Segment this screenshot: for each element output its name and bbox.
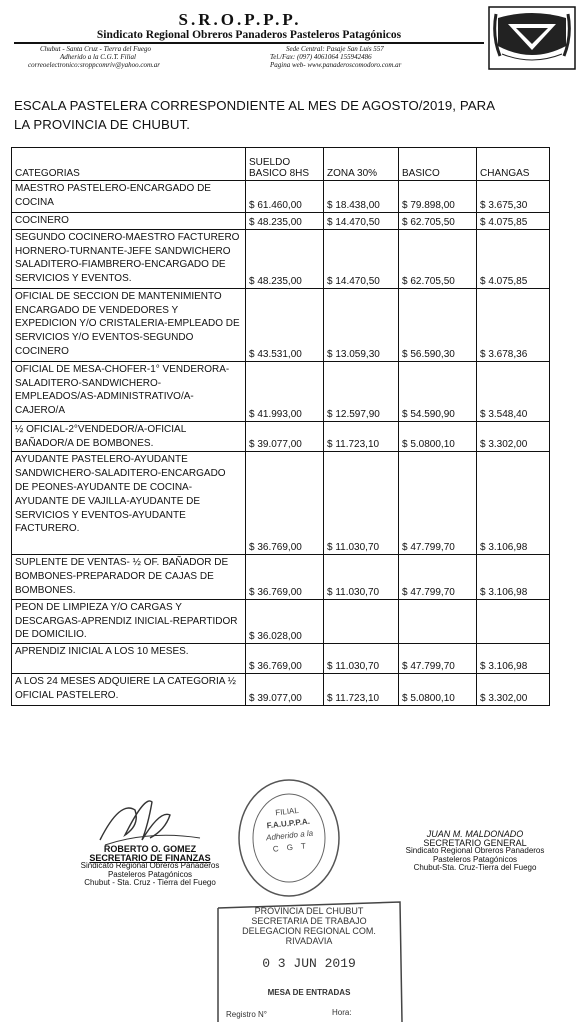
letterhead-left-line-1: Chubut - Santa Cruz - Tierra del Fuego — [40, 45, 152, 53]
stamp-hora-label: Hora: — [332, 1008, 352, 1017]
signature-left-icon — [90, 790, 210, 850]
table-row — [12, 555, 550, 599]
row-sueldo: $ 41.993,00 — [246, 361, 324, 421]
reception-stamp — [214, 898, 404, 1024]
stamp-line-2: SECRETARIA DE TRABAJO — [251, 916, 367, 926]
row-basico: $ 5.0800,10 — [399, 421, 477, 452]
row-changas: $ 4.075,85 — [477, 213, 550, 230]
row-changas: $ 3.678,36 — [477, 288, 550, 361]
row-basico: $ 47.799,70 — [399, 452, 477, 555]
table-row — [12, 599, 550, 643]
stamp-registro-label: Registro N° — [226, 1010, 267, 1019]
stamp-desk: MESA DE ENTRADAS — [267, 988, 351, 997]
table-row — [12, 213, 550, 230]
row-zona: $ 11.030,70 — [324, 644, 399, 674]
row-zona: $ 14.470,50 — [324, 213, 399, 230]
signer-left-org-3: Chubut - Sta. Cruz - Tierra del Fuego — [84, 878, 216, 887]
row-basico: $ 62.705,50 — [399, 213, 477, 230]
row-changas — [477, 599, 550, 643]
row-changas: $ 3.106,98 — [477, 555, 550, 599]
letterhead-left-line-2: Adherido a la C.G.T. Filial — [60, 53, 136, 61]
seal-line-1: FILIAL — [274, 805, 300, 818]
signer-right-org-2: Pasteleros Patagónicos — [432, 854, 518, 864]
row-basico: $ 62.705,50 — [399, 229, 477, 288]
letterhead-right-line-1: Sede Central: Pasaje San Luis 557 — [286, 45, 384, 53]
signer-left-org-1: Sindicato Regional Obreros Panaderos — [80, 861, 220, 870]
document-heading — [14, 96, 574, 134]
stamp-date: 0 3 JUN 2019 — [262, 956, 356, 971]
signer-right-org-3: Chubut-Sta. Cruz-Tierra del Fuego — [413, 863, 537, 872]
table-header-row — [12, 148, 550, 181]
row-changas: $ 3.302,00 — [477, 674, 550, 706]
header-categorias: CATEGORIAS — [12, 148, 246, 181]
signer-left-name: ROBERTO O. GOMEZ — [103, 844, 197, 854]
row-basico: $ 5.0800,10 — [399, 674, 477, 706]
row-basico: $ 56.590,30 — [399, 288, 477, 361]
stamp-line-1: PROVINCIA DEL CHUBUT — [254, 906, 364, 916]
signer-left-org-2: Pasteleros Patagónicos — [107, 869, 193, 879]
row-changas: $ 3.302,00 — [477, 421, 550, 452]
row-categoria: APRENDIZ INICIAL A LOS 10 MESES. — [12, 644, 246, 674]
row-changas: $ 3.675,30 — [477, 181, 550, 213]
letterhead-right-line-3: Pagina web- www.panaderoscomodoro.com.ar — [270, 61, 402, 69]
row-zona: $ 11.030,70 — [324, 452, 399, 555]
row-changas: $ 3.106,98 — [477, 644, 550, 674]
table-row — [12, 674, 550, 706]
row-sueldo: $ 48.235,00 — [246, 213, 324, 230]
table-row — [12, 452, 550, 555]
row-categoria: SUPLENTE DE VENTAS- ½ OF. BAÑADOR DE BOMBONES-PREPARADOR DE CAJAS DE BOMBONES. — [12, 555, 246, 599]
heading-line-2: LA PROVINCIA DE CHUBUT. — [14, 117, 190, 132]
header-sueldo: SUELDO BASICO 8HS — [246, 148, 324, 181]
row-categoria: OFICIAL DE MESA-CHOFER-1° VENDERORA-SALADITERO-SANDWICHERO-EMPLEADOS/AS-ADMINISTRATIVO/A-CAJERO/A — [12, 361, 246, 421]
row-sueldo: $ 39.077,00 — [246, 421, 324, 452]
row-categoria: COCINERO — [12, 213, 246, 230]
table-row — [12, 229, 550, 288]
row-categoria: PEON DE LIMPIEZA Y/O CARGAS Y DESCARGAS-APRENDIZ INICIAL-REPARTIDOR DE DOMICILIO. — [12, 599, 246, 643]
row-categoria: SEGUNDO COCINERO-MAESTRO FACTURERO HORNERO-TURNANTE-JEFE SANDWICHERO SALADITERO-FIAMBRERO-ENCARGADO DE SERVICIOS Y EVENTOS. — [12, 229, 246, 288]
org-name: Sindicato Regional Obreros Panaderos Pasteleros Patagónicos — [14, 29, 484, 44]
row-sueldo: $ 61.460,00 — [246, 181, 324, 213]
row-basico: $ 47.799,70 — [399, 555, 477, 599]
letterhead-left-line-3: correoelectronico:sroppcomriv@yahoo.com.ar — [28, 61, 161, 69]
signer-right-role: SECRETARIO GENERAL — [423, 837, 527, 848]
seal-line-3: Adherido a la — [265, 828, 314, 843]
table-row — [12, 288, 550, 361]
signer-right-name: JUAN M. MALDONADO — [426, 829, 524, 839]
row-categoria: AYUDANTE PASTELERO-AYUDANTE SANDWICHERO-SALADITERO-ENCARGADO DE PEONES-AYUDANTE DE COCINA-AYUDANTE DE VAJILLA-AYUDANTE DE SERVICIOS Y EVENTOS-AYUDANTE FACTURERO. — [12, 452, 246, 555]
row-sueldo: $ 39.077,00 — [246, 674, 324, 706]
row-sueldo: $ 36.028,00 — [246, 599, 324, 643]
row-zona: $ 12.597,90 — [324, 361, 399, 421]
row-categoria: ½ OFICIAL-2°VENDEDOR/A-OFICIAL BAÑADOR/A DE BOMBONES. — [12, 421, 246, 452]
seal-line-2: F.A.U.P.P.A. — [266, 816, 311, 831]
row-zona: $ 18.438,00 — [324, 181, 399, 213]
union-logo-icon — [488, 6, 576, 70]
row-categoria: A LOS 24 MESES ADQUIERE LA CATEGORIA ½ OFICIAL PASTELERO. — [12, 674, 246, 706]
row-basico — [399, 599, 477, 643]
row-zona: $ 11.723,10 — [324, 421, 399, 452]
header-basico: BASICO — [399, 148, 477, 181]
row-sueldo: $ 36.769,00 — [246, 555, 324, 599]
signer-right-org-1: Sindicato Regional Obreros Panaderos — [405, 846, 545, 855]
signer-left-role: SECRETARIO DE FINANZAS — [89, 852, 211, 863]
signature-right-block — [395, 830, 555, 873]
table-row — [12, 644, 550, 674]
row-changas: $ 4.075,85 — [477, 229, 550, 288]
row-zona: $ 13.059,30 — [324, 288, 399, 361]
row-basico: $ 47.799,70 — [399, 644, 477, 674]
row-changas: $ 3.548,40 — [477, 361, 550, 421]
row-sueldo: $ 36.769,00 — [246, 644, 324, 674]
heading-line-1: ESCALA PASTELERA CORRESPONDIENTE AL MES DE AGOSTO/2019, PARA — [14, 98, 496, 113]
stamp-line-3: DELEGACION REGIONAL COM. RIVADAVIA — [242, 926, 376, 946]
filial-seal — [236, 776, 342, 900]
letterhead-right-line-2: Tel./Fax: (097) 4061064 155942486 — [270, 53, 372, 61]
row-basico: $ 54.590,90 — [399, 361, 477, 421]
header-changas: CHANGAS — [477, 148, 550, 181]
row-categoria: OFICIAL DE SECCION DE MANTENIMIENTO ENCARGADO DE VENDEDORES Y EXPEDICION Y/O CRISTALERIA-EMPLEADO DE SERVICIOS Y/O EVENTOS-SEGUNDO COCINERO — [12, 288, 246, 361]
table-row — [12, 181, 550, 213]
row-zona: $ 11.030,70 — [324, 555, 399, 599]
salary-scale-table — [11, 147, 550, 706]
row-changas: $ 3.106,98 — [477, 452, 550, 555]
row-basico: $ 79.898,00 — [399, 181, 477, 213]
table-row — [12, 361, 550, 421]
seal-line-4: C G T — [272, 841, 310, 854]
row-categoria: MAESTRO PASTELERO-ENCARGADO DE COCINA — [12, 181, 246, 213]
row-zona — [324, 599, 399, 643]
org-acronym: S.R.O.P.P.P. — [178, 10, 302, 29]
row-sueldo: $ 48.235,00 — [246, 229, 324, 288]
row-zona: $ 11.723,10 — [324, 674, 399, 706]
row-sueldo: $ 36.769,00 — [246, 452, 324, 555]
row-sueldo: $ 43.531,00 — [246, 288, 324, 361]
table-row — [12, 421, 550, 452]
header-zona: ZONA 30% — [324, 148, 399, 181]
row-zona: $ 14.470,50 — [324, 229, 399, 288]
signature-left-block — [70, 845, 230, 888]
